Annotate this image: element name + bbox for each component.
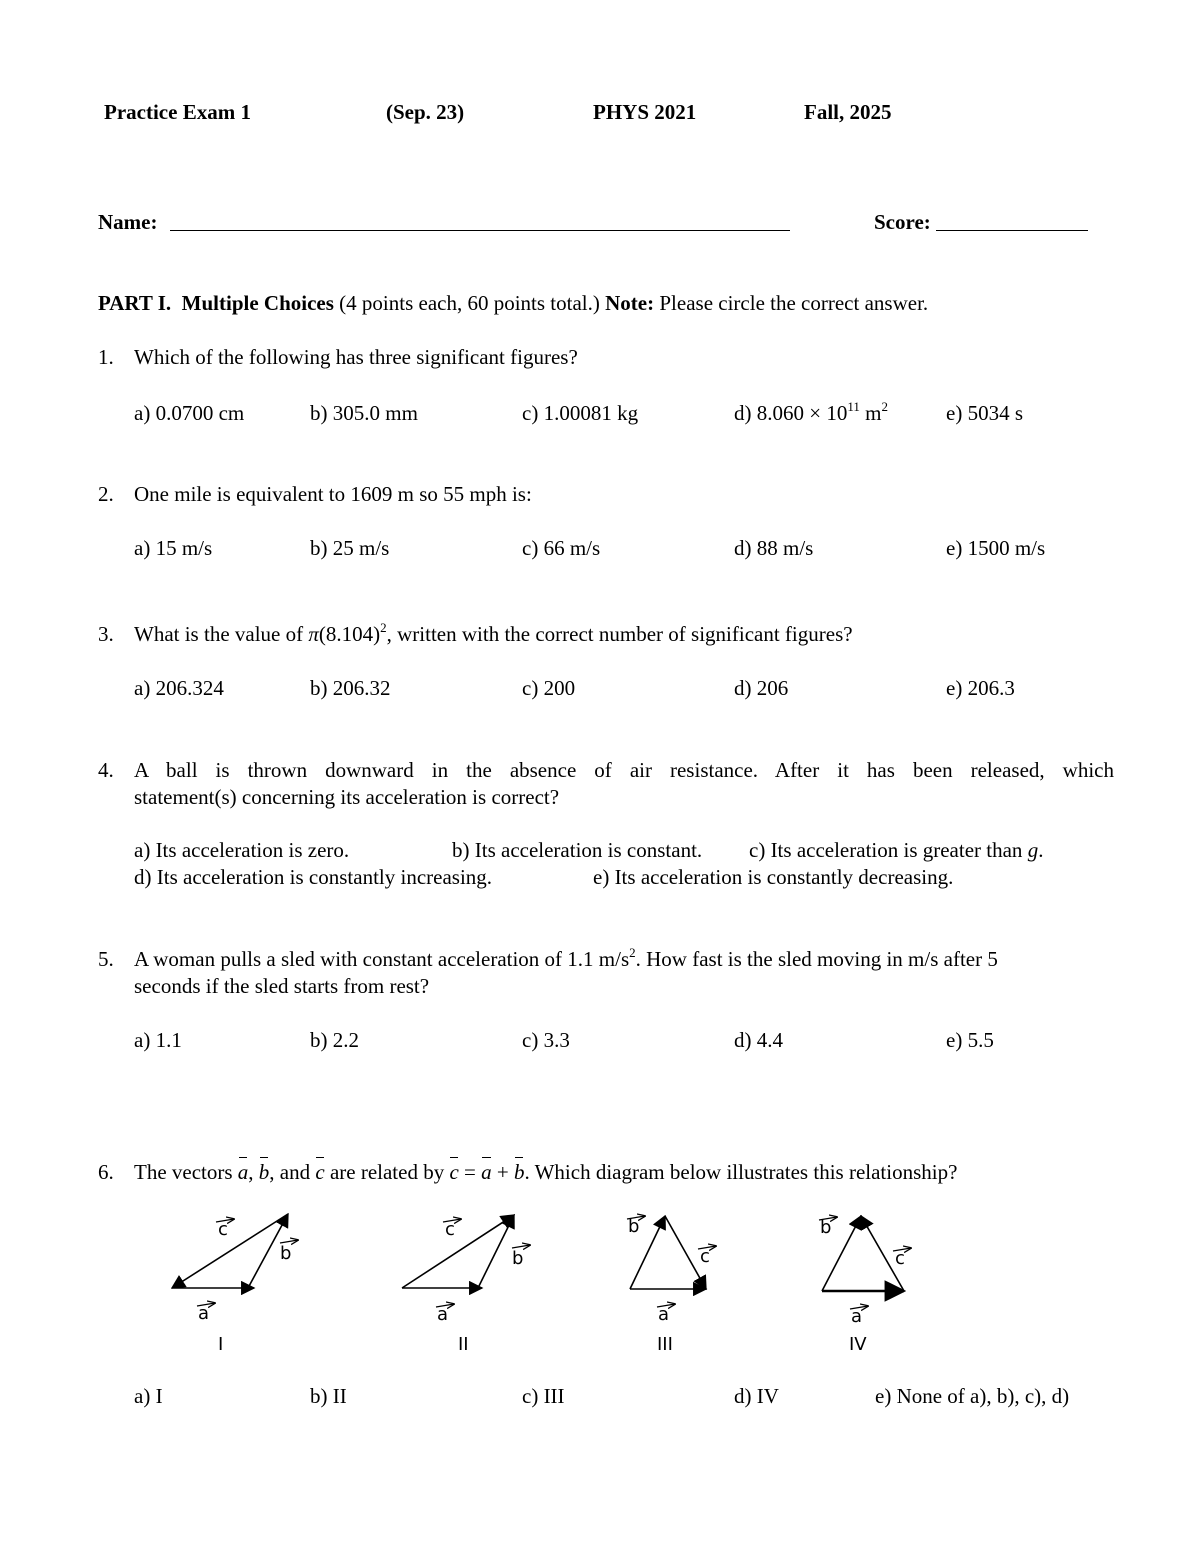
q6-text-3: , and <box>269 1160 316 1184</box>
diagram-1-numeral: I <box>218 1334 224 1355</box>
q5-number: 5. <box>98 947 114 971</box>
diagram-2[interactable] <box>402 1215 514 1288</box>
note-text: Please circle the correct answer. <box>659 291 929 315</box>
diagram-4[interactable] <box>822 1216 904 1291</box>
diagram-2-label-a: a <box>437 1304 449 1325</box>
exam-date: (Sep. 23) <box>386 100 465 124</box>
q6-option-e[interactable]: e) None of a), b), c), d) <box>875 1384 1070 1408</box>
q3-text-post: , written with the correct number of significant figures? <box>386 622 853 646</box>
diagram-2-numeral: II <box>458 1334 469 1355</box>
q1-option-a[interactable]: a) 0.0700 cm <box>134 401 245 425</box>
diagram-3-numeral: III <box>657 1334 673 1355</box>
q3-text-mid: (8.104) <box>318 622 381 646</box>
q6-text-7: . Which diagram below illustrates this relationship? <box>524 1160 958 1184</box>
q2-option-e[interactable]: e) 1500 m/s <box>946 536 1046 560</box>
vector-b: b <box>258 1160 270 1184</box>
q3-option-d[interactable]: d) 206 <box>734 676 789 700</box>
q6-option-d[interactable]: d) IV <box>734 1384 779 1408</box>
term: Fall, 2025 <box>804 100 892 124</box>
q4-text-line2: statement(s) concerning its acceleration is correct? <box>134 785 560 809</box>
diagram-1-label-a: a <box>198 1303 210 1324</box>
q2-number: 2. <box>98 482 114 506</box>
q2-option-c[interactable]: c) 66 m/s <box>522 536 601 560</box>
q6-option-b[interactable]: b) II <box>310 1384 347 1408</box>
q2-option-d[interactable]: d) 88 m/s <box>734 536 814 560</box>
q5-option-a[interactable]: a) 1.1 <box>134 1028 182 1052</box>
part1-points: (4 points each, 60 points total.) <box>339 291 600 315</box>
diagram-2-label-b: b <box>512 1248 524 1269</box>
q3-text-exp: 2 <box>380 620 387 635</box>
q6-text-4: are related by <box>324 1160 450 1184</box>
q3-text-pre: What is the value of <box>134 622 309 646</box>
q1-number: 1. <box>98 345 114 369</box>
exam-title: Practice Exam 1 <box>104 100 251 124</box>
diagram-4-label-b: b <box>820 1217 832 1238</box>
diagram-1-vector-c <box>172 1214 288 1288</box>
q4-option-c-text: c) Its acceleration is greater than <box>749 838 1023 862</box>
q6-number: 6. <box>98 1160 114 1184</box>
q6-option-c[interactable]: c) III <box>522 1384 565 1408</box>
q2-option-b[interactable]: b) 25 m/s <box>310 536 390 560</box>
q1-option-b[interactable]: b) 305.0 mm <box>310 401 418 425</box>
q1-option-d-unit-exp: 2 <box>881 399 888 414</box>
diagram-3-label-a: a <box>658 1304 670 1325</box>
diagram-3[interactable] <box>630 1216 706 1289</box>
note-label: Note: <box>605 291 655 315</box>
diagram-3-label-c: c <box>700 1246 710 1267</box>
q5-option-c[interactable]: c) 3.3 <box>522 1028 570 1052</box>
q4-option-c-period: . <box>1038 838 1044 862</box>
q3-number: 3. <box>98 622 114 646</box>
q3-option-a[interactable]: a) 206.324 <box>134 676 224 700</box>
vector-a: a <box>237 1160 249 1184</box>
vector-c: c <box>315 1160 325 1184</box>
course-code: PHYS 2021 <box>593 100 697 124</box>
diagram-3-label-b: b <box>628 1216 640 1237</box>
q1-option-d-exp: 11 <box>847 399 860 414</box>
q5-text-exp: 2 <box>629 945 636 960</box>
q1-text: Which of the following has three significant figures? <box>134 345 578 369</box>
q1-option-d-base: d) 8.060 × 10 <box>734 401 848 425</box>
eq-vector-a: a <box>481 1160 492 1184</box>
q6-option-a[interactable]: a) I <box>134 1384 163 1408</box>
diagram-4-label-a: a <box>851 1306 863 1327</box>
diagram-4-numeral: IV <box>849 1334 867 1355</box>
diagram-1-label-b: b <box>280 1243 292 1264</box>
q4-option-e[interactable]: e) Its acceleration is constantly decreasing. <box>593 865 954 889</box>
q5-option-e[interactable]: e) 5.5 <box>946 1028 994 1052</box>
q2-option-a[interactable]: a) 15 m/s <box>134 536 213 560</box>
eq-vector-c: c <box>449 1160 459 1184</box>
part1-subtitle: Multiple Choices <box>181 291 334 315</box>
diagram-2-label-c: c <box>445 1219 455 1240</box>
diagram-1[interactable] <box>172 1214 288 1288</box>
q6-text-1: The vectors <box>134 1160 238 1184</box>
q5-text-pre: A woman pulls a sled with constant acceleration of 1.1 m/s <box>134 947 630 971</box>
eq-vector-b: b <box>513 1160 525 1184</box>
q3-option-b[interactable]: b) 206.32 <box>310 676 391 700</box>
g-symbol: g <box>1027 838 1039 862</box>
q6-text-5: = <box>458 1160 482 1184</box>
diagram-1-label-c: c <box>218 1219 228 1240</box>
q6-text-6: + <box>491 1160 514 1184</box>
q5-option-b[interactable]: b) 2.2 <box>310 1028 359 1052</box>
q4-option-d[interactable]: d) Its acceleration is constantly increasing. <box>134 865 493 889</box>
diagram-4-label-c: c <box>895 1248 905 1269</box>
q2-text: One mile is equivalent to 1609 m so 55 mph is: <box>134 482 532 506</box>
score-label: Score: <box>874 210 931 234</box>
pi-symbol: π <box>308 622 319 646</box>
q4-option-a[interactable]: a) Its acceleration is zero. <box>134 838 350 862</box>
name-label: Name: <box>98 210 158 234</box>
q1-option-d-unit: m <box>865 401 882 425</box>
q5-text-post: . How fast is the sled moving in m/s after 5 <box>635 947 998 971</box>
diagram-2-vector-c <box>402 1215 514 1288</box>
q4-number: 4. <box>98 758 114 782</box>
q1-option-c[interactable]: c) 1.00081 kg <box>522 401 639 425</box>
q4-option-b[interactable]: b) Its acceleration is constant. <box>452 838 703 862</box>
q6-text-2: , <box>248 1160 259 1184</box>
part1-title: PART I. <box>98 291 172 315</box>
q3-option-e[interactable]: e) 206.3 <box>946 676 1015 700</box>
q3-option-c[interactable]: c) 200 <box>522 676 576 700</box>
q4-text-line1: A ball is thrown downward in the absence of air resistance. After it has been released, which <box>134 758 1114 782</box>
q1-option-e[interactable]: e) 5034 s <box>946 401 1023 425</box>
q5-text-line2: seconds if the sled starts from rest? <box>134 974 430 998</box>
q5-option-d[interactable]: d) 4.4 <box>734 1028 783 1052</box>
